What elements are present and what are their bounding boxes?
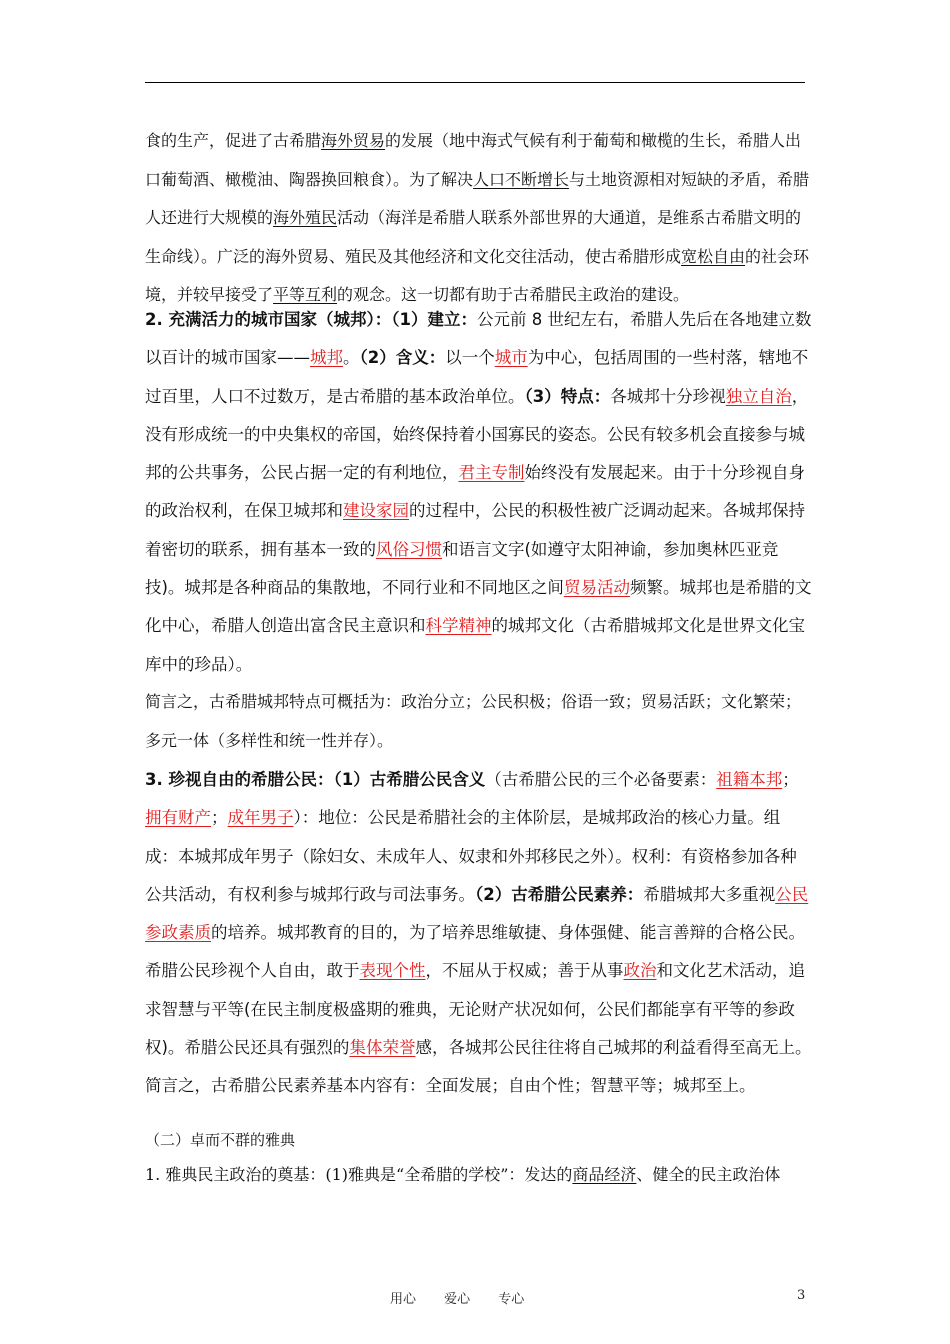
highlight-term: 风俗习惯	[376, 539, 442, 559]
underlined-term: 海外贸易	[321, 131, 386, 150]
text: 和语言文字(如遵守太阳神谕，参加奥林匹亚竞技)。城邦是各种商品的集散地，不同行业和不同地区之间	[145, 539, 779, 598]
text: 的社会环境，并较早接受了	[145, 246, 810, 305]
text: ，不屈从于权威；善于从事	[425, 961, 624, 981]
highlight-term: 君主专制	[458, 463, 525, 483]
text: 与土地资源相对短缺的矛盾，希腊人还进行大规模的	[145, 169, 810, 228]
highlight-term: 政治	[623, 961, 657, 981]
paragraph-economy	[145, 122, 813, 315]
footer-motto: 用心 爱心 专心	[390, 1292, 525, 1307]
highlight-term: 贸易活动	[563, 578, 630, 598]
underlined-term: 商品经济	[572, 1165, 637, 1184]
highlight-term: 祖籍本邦	[716, 770, 783, 789]
paragraph-citizens	[145, 761, 813, 1106]
key-label: （2）含义：	[359, 348, 446, 368]
text: 食的生产，促进了古希腊	[145, 131, 322, 150]
underlined-term: 海外殖民	[273, 208, 338, 228]
text: 。	[343, 348, 360, 368]
text: ，没有形成统一的中央集权的帝国，始终保持着小国寡民的姿态。公民有较多机会直接参与城邦的公共事务，公民占据一定的有利地位，	[145, 386, 809, 483]
text: 希腊城邦大多重视	[643, 884, 776, 904]
text: 的观念。这一切都有助于古希腊民主政治的建设。	[337, 285, 690, 305]
text: 频繁。城邦也是希腊的文化中心，希腊人创造出富含民主意识和	[145, 578, 812, 636]
underlined-term: 人口不断增长	[473, 169, 570, 189]
text: 始终没有发展起来。由于十分珍视自身的政治权利，在保卫城邦和	[145, 463, 805, 521]
paragraph-city-states	[145, 301, 813, 684]
section-number-title: 3. 珍视自由的希腊公民：	[145, 770, 334, 789]
section-number-title: 2. 充满活力的城市国家（城邦）：	[145, 310, 392, 329]
text: 活动（海洋是希腊人联系外部世界的大通道，是维系古希腊文明的生命线）。广泛的海外贸易、殖民及其他经济和文化交往活动，使古希腊形成	[145, 208, 802, 266]
page-footer	[0, 1288, 950, 1308]
page-number: 3	[797, 1288, 806, 1303]
key-label: （1）建立：	[391, 310, 477, 329]
text: （古希腊公民的三个必备要素：	[485, 770, 717, 789]
text: ；	[782, 770, 799, 789]
text: 的城邦文化（古希腊城邦文化是世界文化宝库中的珍品）。	[145, 616, 805, 674]
key-label: （2）古希腊公民素养：	[475, 884, 644, 904]
text: 1. 雅典民主政治的奠基：(1)雅典是“全希腊的学校”：发达的	[145, 1165, 573, 1184]
underlined-term: 宽松自由	[681, 246, 746, 266]
highlight-term: 集体荣誉	[349, 1038, 416, 1058]
underlined-term: 平等互利	[273, 285, 338, 305]
text: 感，各城邦公民往往将自己城邦的利益看得至高无上。简言之，古希腊公民素养基本内容有：全面发展；自由个性；智慧平等；城邦至上。	[145, 1038, 812, 1096]
highlight-term: 建设家园	[343, 501, 409, 521]
paragraph-summary: 简言之，古希腊城邦特点可概括为：政治分立；公民积极；俗语一致；贸易活跃；文化繁荣；多元一体（多样性和统一性并存）。	[145, 692, 802, 750]
highlight-term: 独立自治	[725, 386, 792, 406]
text: 的过程中，公民的积极性被广泛调动起来。各城邦保持着密切的联系，拥有基本一致的	[145, 501, 805, 559]
text: 以一个	[445, 348, 495, 368]
highlight-term: 表现个性	[359, 961, 426, 981]
key-label: （1）古希腊公民含义	[333, 770, 486, 789]
highlight-term: 科学精神	[425, 616, 492, 636]
header-rule	[145, 82, 805, 83]
highlight-term: 城邦	[310, 348, 343, 368]
section-heading: （二）卓而不群的雅典	[145, 1131, 296, 1149]
key-label: （3）特点：	[524, 386, 611, 406]
text: ；	[211, 808, 228, 828]
highlight-term: 成年男子	[227, 808, 294, 828]
text: ）：地位：公民是希腊社会的主体阶层，是城邦政治的核心力量。组成：本城邦成年男子（除妇女、未成年人、奴隶和外邦移民之外）。权利：有资格参加各种公共活动，有权利参与城邦行政与司法事务。	[145, 808, 797, 904]
highlight-term: 城市	[494, 348, 528, 368]
highlight-term: 拥有财产	[145, 808, 211, 828]
text: 、健全的民主政治体	[636, 1165, 781, 1184]
highlight-term: 公民参政素质	[145, 884, 809, 943]
text: 和文化艺术活动，追求智慧与平等(在民主制度极盛期的雅典，无论财产状况如何，公民们都能享有平等的参政权)。希腊公民还具有强烈的	[145, 961, 805, 1058]
text: 的培养。城邦教育的目的，为了培养思维敏捷、身体强健、能言善辩的合格公民。希腊公民珍视个人自由，敢于	[145, 923, 805, 981]
text: 的发展（地中海式气候有利于葡萄和橄榄的生长，希腊人出口葡萄酒、橄榄油、陶器换回粮食）。为了解决	[145, 131, 802, 189]
paragraph-athens	[145, 1156, 813, 1195]
text: 为中心，包括周围的一些村落，辖地不过百里，人口不过数万，是古希腊的基本政治单位。	[145, 348, 809, 406]
text: 各城邦十分珍视	[610, 386, 726, 406]
text: 公元前 8 世纪左右，希腊人先后在各地建立数以百计的城市国家——	[145, 310, 812, 368]
